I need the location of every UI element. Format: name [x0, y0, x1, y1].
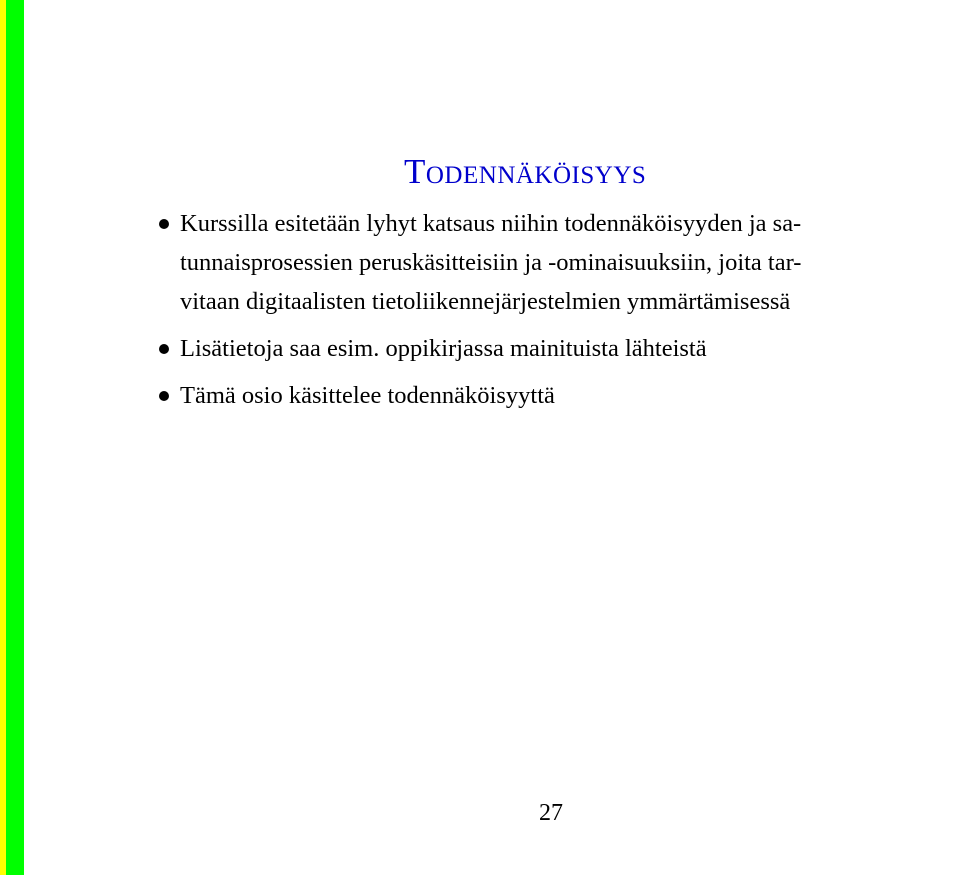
- bullet-line: Tämä osio käsittelee todennäköisyyttä: [180, 382, 555, 409]
- bullet-text: [180, 376, 950, 415]
- bullet-line: Lisätietoja saa esim. oppikirjassa mainituista lähteistä: [180, 335, 707, 362]
- bullet-line: Kurssilla esitetään lyhyt katsaus niihin todennäköisyyden ja sa-: [180, 210, 802, 237]
- bullet-icon: [159, 219, 169, 229]
- bullet-item: [150, 329, 950, 368]
- bullet-line: vitaan digitaalisten tietoliikennejärjestelmien ymmärtämisessä: [180, 288, 791, 315]
- bullet-icon: [159, 344, 169, 354]
- slide-title: Todennäköisyys: [404, 152, 647, 191]
- bullet-item: [150, 376, 950, 415]
- bullet-text: [180, 329, 950, 368]
- bullet-line: tunnaisprosessien peruskäsitteisiin ja -ominaisuuksiin, joita tar-: [180, 249, 802, 276]
- bullet-icon: [159, 391, 169, 401]
- page-number: 27: [539, 800, 563, 826]
- left-accent-bar-green: [6, 0, 24, 875]
- bullet-list: [150, 204, 950, 415]
- bullet-text: [180, 204, 950, 321]
- bullet-item: [150, 204, 950, 321]
